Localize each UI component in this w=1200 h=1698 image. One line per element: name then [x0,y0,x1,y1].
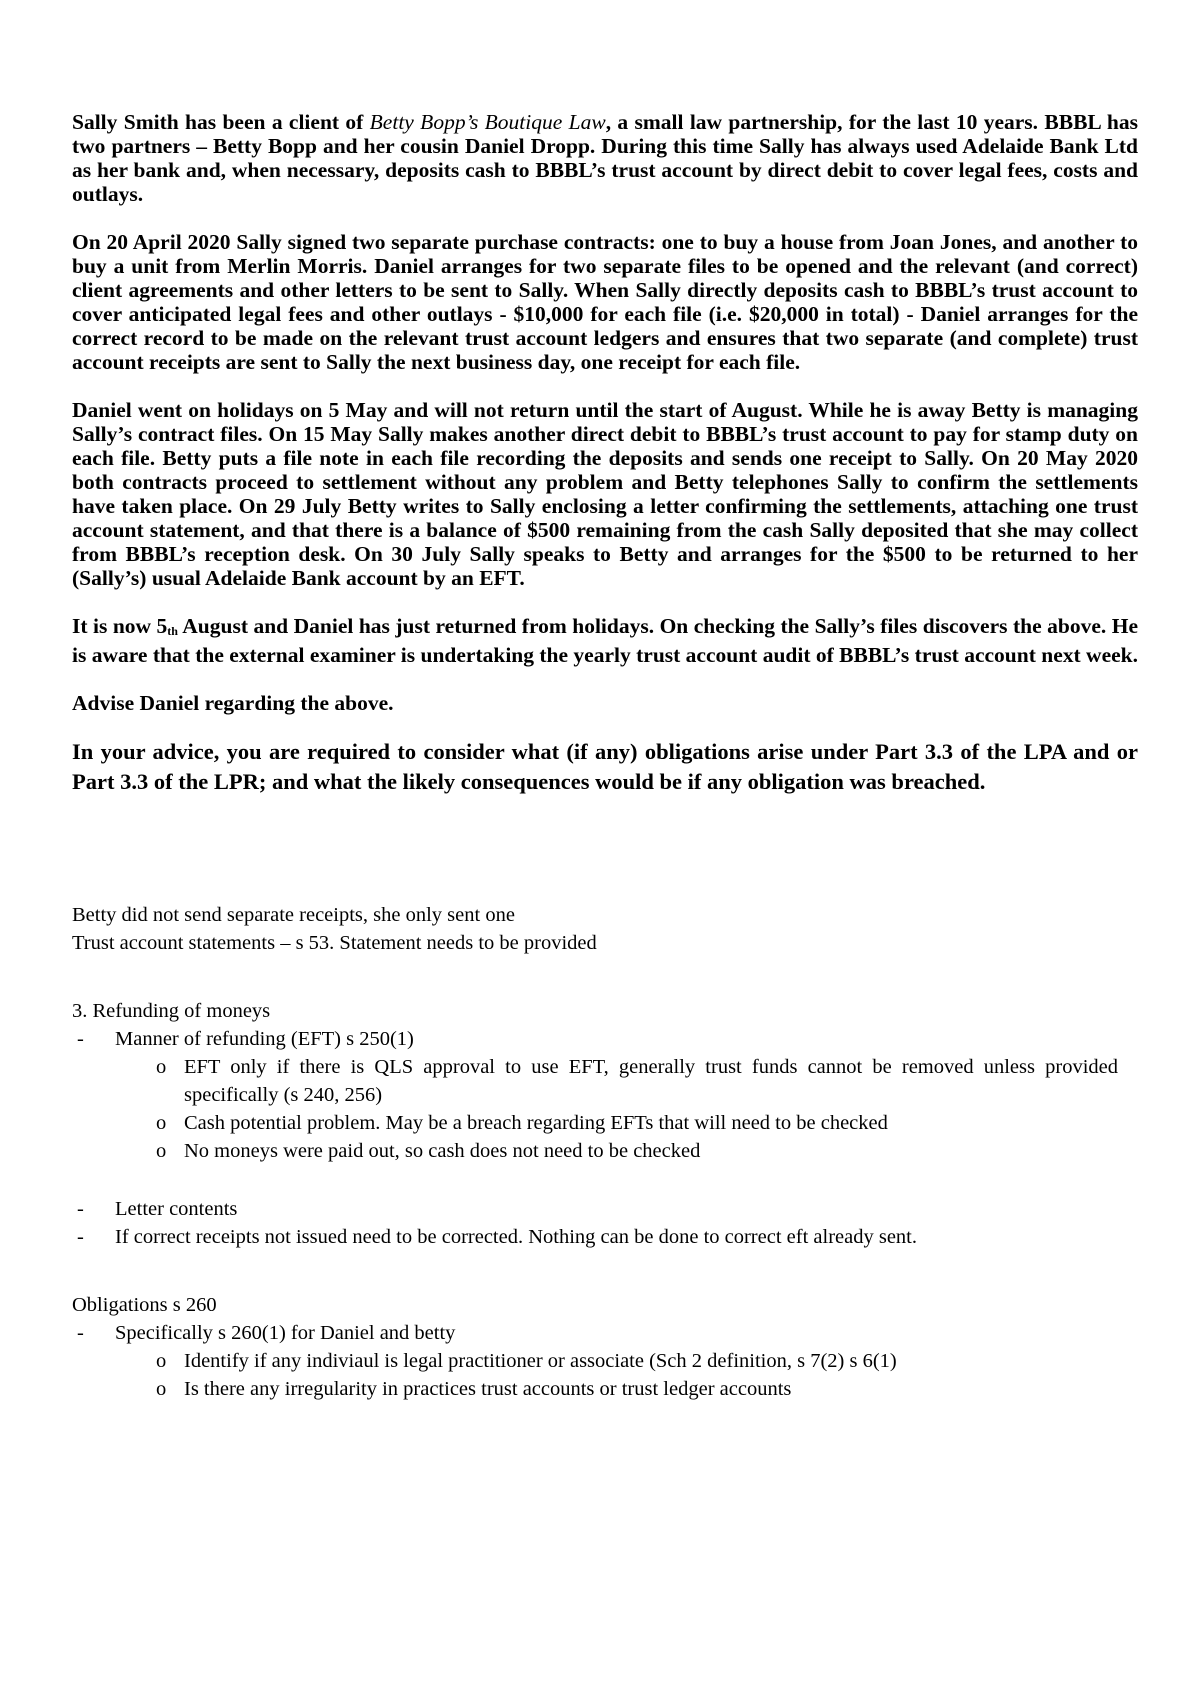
list-item-text: Letter contents [115,1198,238,1220]
sub-list-item [72,1375,1138,1403]
text-run: , a small law partnership, for the last 10 years. BBBL has two partners – Betty Bopp and her cousin Daniel Dropp. During this time Sally has always used Adelaide Bank Ltd as her bank and, when necessary, deposits cash to BBBL’s trust account by direct debit to cover legal fees, costs and outlays. [72,110,1138,206]
letter-list [72,1195,1138,1251]
dash-bullet: - [77,1226,84,1248]
sub-list-item [72,1347,1138,1375]
list-item [72,1319,1138,1347]
refund-sublist [72,1053,1138,1165]
circle-bullet: o [156,1112,167,1134]
dash-bullet: - [77,1028,84,1050]
bold-reference: Part 3.3 of the LPA and or Part 3.3 of the LPR [72,739,1138,794]
text-run: It is now 5 [72,614,168,638]
sub-list-item [72,1053,1138,1109]
text-run: ; and what the likely consequences would be if any obligation was breached. [258,769,986,794]
section-heading-obligations: Obligations s 260 [72,1294,217,1316]
text-run: In your advice, you are required to consider what (if any) obligations arise under [72,739,876,764]
sub-list-item-text: EFT only if there is QLS approval to use EFT, generally trust funds cannot be removed unless provided specifically (s 240, 256) [184,1056,1118,1106]
refund-list [72,1025,1138,1053]
list-item [72,1223,1138,1251]
sub-list-item-text: Is there any irregularity in practices trust accounts or trust ledger accounts [184,1378,792,1400]
scenario-paragraph-2: On 20 April 2020 Sally signed two separate purchase contracts: one to buy a house from Joan Jones, and another to buy a unit from Merlin Morris. Daniel arranges for two separate files to be opened and the relevant (and correct) client agreements and other letters to be sent to Sally. When Sally directly deposits cash to BBBL’s trust account to cover anticipated legal fees and other outlays - $10,000 for each file (i.e. $20,000 in total) - Daniel arranges for the correct record to be made on the relevant trust account ledgers and ensures that two separate (and complete) trust account receipts are sent to Sally the next business day, one receipt for each file. [72,230,1138,374]
list-item-text: Manner of refunding (EFT) s 250(1) [115,1028,414,1050]
note-line: Trust account statements – s 53. Statement needs to be provided [72,932,597,954]
note-line: Betty did not send separate receipts, she only sent one [72,904,515,926]
circle-bullet: o [156,1350,167,1372]
list-item-text: If correct receipts not issued need to be corrected. Nothing can be done to correct eft already sent. [115,1226,917,1248]
scenario-paragraph-3: Daniel went on holidays on 5 May and will not return until the start of August. While he is away Betty is managing Sally’s contract files. On 15 May Sally makes another direct debit to BBBL’s trust account to pay for stamp duty on each file. Betty puts a file note in each file recording the deposits and sends one receipt to Sally. On 20 May 2020 both contracts proceed to settlement without any problem and Betty telephones Sally to confirm the settlements have taken place. On 29 July Betty writes to Sally enclosing a letter confirming the settlements, attaching one trust account statement, and that there is a balance of $500 remaining from the cash Sally deposited that she may collect from BBBL’s reception desk. On 30 July Sally speaks to Betty and arranges for the $500 to be returned to her (Sally’s) usual Adelaide Bank account by an EFT. [72,398,1138,590]
sub-list-item [72,1109,1138,1137]
list-item [72,1195,1138,1223]
sub-list-item-text: Identify if any indiviaul is legal practitioner or associate (Sch 2 definition, s 7(2) s 6(1) [184,1350,897,1372]
circle-bullet: o [156,1056,167,1078]
notes-section [72,901,1138,1403]
ordinal-suffix: th [167,624,178,638]
scenario-section [72,110,1138,797]
scenario-paragraph-1 [72,110,1138,206]
list-item [72,1025,1138,1053]
list-item-text: Specifically s 260(1) for Daniel and betty [115,1322,456,1344]
scenario-instruction [72,737,1138,797]
sub-list-item [72,1137,1138,1165]
firm-name-italic: Betty Bopp’s Boutique Law [369,110,606,134]
scenario-paragraph-5: Advise Daniel regarding the above. [72,691,394,715]
text-run: Sally Smith has been a client of [72,110,370,134]
dash-bullet: - [77,1322,84,1344]
obligations-sublist [72,1347,1138,1403]
dash-bullet: - [77,1198,84,1220]
scenario-paragraph-4 [72,614,1138,667]
section-heading-refunding: 3. Refunding of moneys [72,1000,271,1022]
circle-bullet: o [156,1140,167,1162]
sub-list-item-text: No moneys were paid out, so cash does not need to be checked [184,1140,701,1162]
sub-list-item-text: Cash potential problem. May be a breach regarding EFTs that will need to be checked [184,1112,888,1134]
text-run: August and Daniel has just returned from holidays. On checking the Sally’s files discovers the above. He is aware that the external examiner is undertaking the yearly trust account audit of BBBL’s trust account next week. [72,614,1138,667]
obligations-list [72,1319,1138,1347]
circle-bullet: o [156,1378,167,1400]
